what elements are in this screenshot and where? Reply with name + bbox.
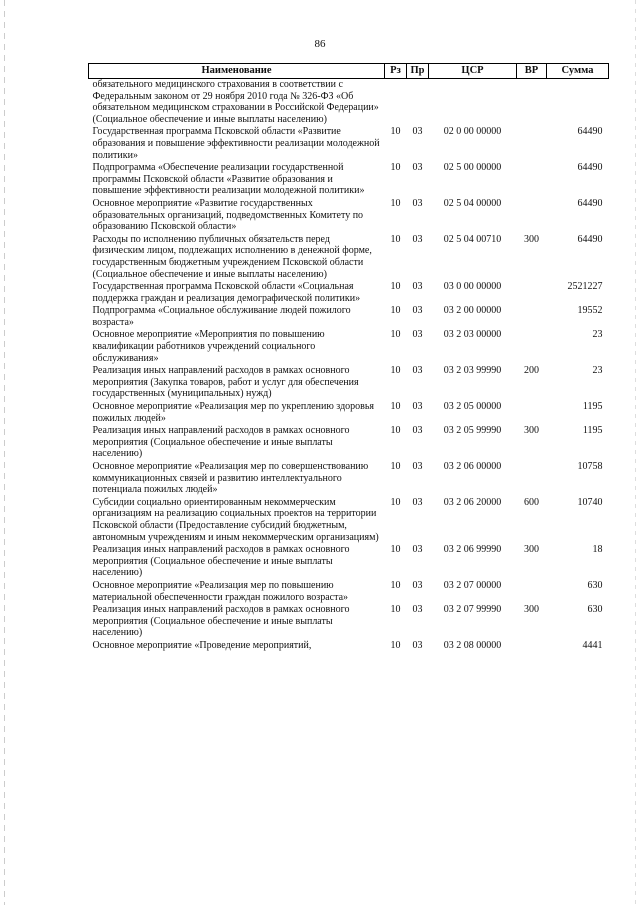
cell-pr: 03 xyxy=(412,305,423,317)
cell-sum: 64490 xyxy=(577,126,603,138)
table-row xyxy=(89,305,609,329)
cell-csr: 03 2 08 00000 xyxy=(443,639,502,651)
cell-sum: 10758 xyxy=(577,461,603,472)
table-row xyxy=(89,497,609,544)
cell-rz: 10 xyxy=(390,461,401,472)
cell-pr: 03 xyxy=(412,604,423,616)
cell-pr: 03 xyxy=(412,281,423,293)
scan-edge-left xyxy=(4,0,5,905)
cell-csr: 02 5 04 00000 xyxy=(443,197,502,209)
cell-csr: 02 5 04 00710 xyxy=(443,233,502,245)
cell-csr: 03 2 07 00000 xyxy=(443,579,502,591)
cell-name: Расходы по исполнению публичных обязательств перед физическим лицом, подлежащих исполнению в денежной форме, государственным бюджетным учреждением Псковской области (Социальное обеспечение и иные выплаты населению) xyxy=(92,233,372,280)
cell-rz xyxy=(385,79,407,127)
cell-vr: 300 xyxy=(524,233,539,245)
header-name: Наименование xyxy=(89,64,385,79)
cell-rz: 10 xyxy=(390,401,401,413)
table-row xyxy=(89,234,609,281)
budget-table-container xyxy=(88,63,608,653)
table-row xyxy=(89,425,609,461)
table-row xyxy=(89,162,609,198)
cell-pr: 03 xyxy=(412,496,423,508)
table-row xyxy=(89,329,609,365)
cell-pr: 03 xyxy=(412,233,423,245)
budget-table xyxy=(88,63,609,653)
cell-rz: 10 xyxy=(390,126,401,138)
cell-name: Основное мероприятие «Реализация мер по повышению материальной обеспеченности граждан пожилого возраста» xyxy=(92,579,349,603)
table-row xyxy=(89,544,609,580)
cell-csr: 03 2 06 99990 xyxy=(443,544,502,556)
table-row xyxy=(89,604,609,640)
cell-sum: 1195 xyxy=(582,401,603,413)
cell-sum: 10740 xyxy=(577,496,603,508)
cell-sum xyxy=(547,79,609,127)
cell-sum: 2521227 xyxy=(567,281,603,293)
cell-name: Реализация иных направлений расходов в рамках основного мероприятия (Социальное обеспечение и иные выплаты населению) xyxy=(92,544,350,579)
cell-rz: 10 xyxy=(390,425,401,437)
cell-vr: 300 xyxy=(524,604,539,616)
cell-name: Реализация иных направлений расходов в рамках основного мероприятия (Социальное обеспечение и иные выплаты населению) xyxy=(92,604,350,639)
cell-csr: 03 2 06 20000 xyxy=(443,496,502,508)
table-row xyxy=(89,126,609,162)
table-header-row xyxy=(89,64,609,79)
cell-pr xyxy=(407,79,429,127)
cell-rz: 10 xyxy=(390,604,401,616)
cell-name: Основное мероприятие «Развитие государственных образовательных организаций, подведомственных Комитету по образованию Псковской области» xyxy=(92,197,364,233)
cell-pr: 03 xyxy=(412,461,423,472)
cell-rz: 10 xyxy=(390,162,401,174)
cell-vr xyxy=(517,126,547,162)
table-row xyxy=(89,401,609,425)
header-sum: Сумма xyxy=(547,64,609,79)
cell-pr: 03 xyxy=(412,329,423,341)
cell-pr: 03 xyxy=(412,544,423,556)
cell-pr: 03 xyxy=(412,639,423,651)
cell-rz: 10 xyxy=(390,329,401,341)
cell-csr: 03 0 00 00000 xyxy=(443,281,502,293)
cell-rz: 10 xyxy=(390,233,401,245)
cell-name: Реализация иных направлений расходов в рамках основного мероприятия (Социальное обеспечение и иные выплаты населению) xyxy=(92,425,350,460)
table-row xyxy=(89,580,609,604)
cell-rz: 10 xyxy=(390,197,401,209)
table-row xyxy=(89,198,609,234)
cell-rz: 10 xyxy=(390,281,401,293)
cell-rz: 10 xyxy=(390,305,401,317)
cell-csr: 03 2 05 99990 xyxy=(443,425,502,437)
cell-vr: 300 xyxy=(524,544,539,556)
cell-vr: 300 xyxy=(524,425,539,437)
cell-sum: 18 xyxy=(592,544,603,556)
table-row xyxy=(89,365,609,401)
cell-rz: 10 xyxy=(390,365,401,377)
cell-name: Государственная программа Псковской области «Социальная поддержка граждан и реализация демографической политики» xyxy=(92,281,361,304)
cell-pr: 03 xyxy=(412,197,423,209)
cell-name: Основное мероприятие «Реализация мер по укреплению здоровья пожилых людей» xyxy=(92,401,375,424)
cell-vr xyxy=(517,640,547,653)
cell-name: Подпрограмма «Обеспечение реализации государственной программы Псковской области «Развитие образования и повышение эффективности реализации молодежной политики» xyxy=(92,162,365,197)
cell-sum: 4441 xyxy=(582,639,603,651)
table-row xyxy=(89,281,609,305)
cell-csr: 03 2 06 00000 xyxy=(443,461,502,472)
scan-edge-right xyxy=(635,0,636,905)
cell-sum: 23 xyxy=(592,365,603,377)
cell-pr: 03 xyxy=(412,365,423,377)
header-vr: ВР xyxy=(517,64,547,79)
cell-name: Государственная программа Псковской области «Развитие образования и повышение эффективности реализации молодежной политики» xyxy=(92,126,380,161)
cell-pr: 03 xyxy=(412,126,423,138)
cell-sum: 630 xyxy=(587,604,603,616)
cell-name: Основное мероприятие «Мероприятия по повышению квалификации работников учреждений социального обслуживания» xyxy=(92,329,325,364)
table-header xyxy=(89,64,609,79)
cell-vr: 600 xyxy=(524,496,539,508)
cell-vr xyxy=(517,401,547,425)
cell-name: Основное мероприятие «Проведение мероприятий, xyxy=(92,639,312,651)
table-row xyxy=(89,79,609,127)
cell-vr xyxy=(517,305,547,329)
cell-sum: 630 xyxy=(587,579,603,591)
cell-vr xyxy=(517,580,547,604)
cell-rz: 10 xyxy=(390,496,401,508)
table-body xyxy=(89,79,609,653)
cell-sum: 64490 xyxy=(577,162,603,174)
header-rz: Рз xyxy=(385,64,407,79)
cell-rz: 10 xyxy=(390,579,401,591)
cell-pr: 03 xyxy=(412,425,423,437)
cell-pr: 03 xyxy=(412,162,423,174)
cell-name: Субсидии социально ориентированным некоммерческим организациям на реализацию социальных проектов на территории Псковской области (Предоставление субсидий бюджетным, автономным учреждениям и иным некоммерческим организациям) xyxy=(92,496,379,543)
header-csr: ЦСР xyxy=(429,64,517,79)
cell-sum: 64490 xyxy=(577,233,603,245)
cell-csr: 02 0 00 00000 xyxy=(443,126,502,138)
cell-vr xyxy=(517,79,547,127)
cell-name: обязательного медицинского страхования в соответствии с Федеральным законом от 29 ноября 2010 года № 326-ФЗ «Об обязательном медицинском страховании в Российской Федерации» (Социальное обеспечение и иные выплаты населению) xyxy=(92,79,379,125)
cell-pr: 03 xyxy=(412,401,423,413)
cell-csr: 03 2 07 99990 xyxy=(443,604,502,616)
cell-vr xyxy=(517,329,547,365)
cell-vr xyxy=(517,198,547,234)
cell-sum: 64490 xyxy=(577,197,603,209)
table-row xyxy=(89,461,609,497)
cell-csr: 03 2 03 00000 xyxy=(443,329,502,341)
cell-name: Основное мероприятие «Реализация мер по совершенствованию коммуникационных связей и развитию интеллектуального потенциала пожилых людей» xyxy=(92,461,369,496)
table-row xyxy=(89,640,609,653)
cell-csr xyxy=(429,79,517,127)
cell-csr: 03 2 00 00000 xyxy=(443,305,502,317)
cell-csr: 03 2 05 00000 xyxy=(443,401,502,413)
cell-rz: 10 xyxy=(390,639,401,651)
cell-sum: 1195 xyxy=(582,425,603,437)
cell-csr: 02 5 00 00000 xyxy=(443,162,502,174)
cell-vr: 200 xyxy=(524,365,539,377)
cell-vr xyxy=(517,281,547,305)
cell-sum: 23 xyxy=(592,329,603,341)
cell-vr xyxy=(517,162,547,198)
cell-pr: 03 xyxy=(412,579,423,591)
cell-name: Реализация иных направлений расходов в рамках основного мероприятия (Закупка товаров, работ и услуг для обеспечения государственных (муниципальных) нужд) xyxy=(92,365,359,400)
cell-rz: 10 xyxy=(390,544,401,556)
cell-name: Подпрограмма «Социальное обслуживание людей пожилого возраста» xyxy=(92,305,351,328)
header-pr: Пр xyxy=(407,64,429,79)
cell-csr: 03 2 03 99990 xyxy=(443,365,502,377)
cell-sum: 19552 xyxy=(577,305,603,317)
page-number: 86 xyxy=(314,38,326,50)
cell-vr xyxy=(517,461,547,497)
